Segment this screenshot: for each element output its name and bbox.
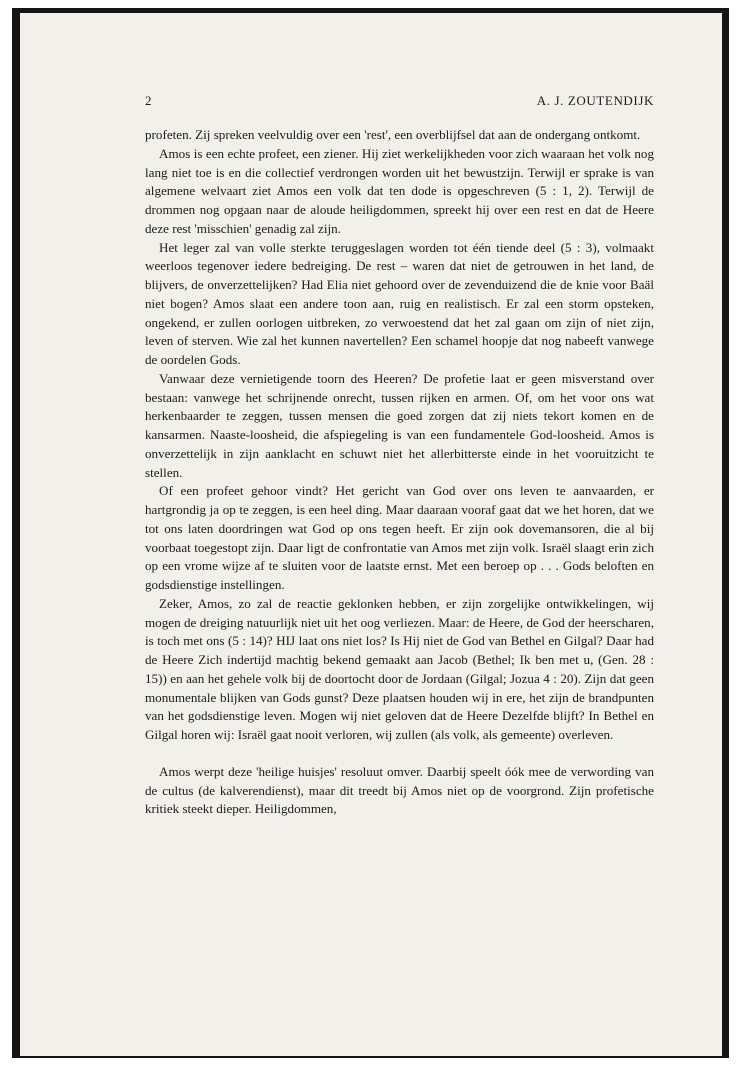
paragraph-continued: profeten. Zij spreken veelvuldig over een 'rest', een overblijfsel dat aan de ondergang ontkomt. — [145, 127, 641, 142]
paragraph: Amos is een echte profeet, een ziener. Hij ziet werkelijkheden voor zich waaraan het volk nog lang niet toe is en die collectief verdrongen worden uit het bewustzijn. Terwijl er sprake is van algemene welvaart ziet Amos een volk dat ten dode is opgeschreven (5 : 1, 2). Terwijl de drommen nog opgaan naar de aloude heiligdommen, spreekt hij over een rest en dat de Heere deze rest 'misschien' genadig zal zijn. — [145, 145, 654, 236]
page-header — [145, 93, 654, 113]
body-text — [145, 126, 654, 819]
paragraph: Of een profeet gehoor vindt? Het gericht van God over ons leven te aanvaarden, er hartgrondig ja op te zeggen, is een heel ding. Maar daaraan vooraf gaat dat we het horen, dat we tot ons laten doordringen wat God op ons tegen heeft. Er zijn ook dovemansoren, die al bij voorbaat toegestopt zijn. Daar ligt de confrontatie van Amos met zijn volk. Israël slaagt erin zich op een vrome wijze af te sluiten voor de laatste ernst. Met een beroep op . . . Gods beloften en godsdienstige instellingen. — [145, 483, 654, 592]
section-break — [145, 745, 654, 763]
running-head-author: A. J. ZOUTENDIJK — [536, 93, 654, 108]
paragraph: Vanwaar deze vernietigende toorn des Heeren? De profetie laat er geen misverstand over bestaan: vanwege het schrijnende onrecht, tussen rijken en armen. Of, om het voor ons wat herkenbaarder te zeggen, tussen mensen die goed zorgen dat zij niets tekort komen en de kansarmen. Naaste-loosheid, die afspiegeling is van een fundamentele God-loosheid. Amos is onverzettelijk in zijn aanklacht en schuwt niet het allerbitterste einde in het vooruitzicht te stellen. — [145, 370, 654, 480]
paragraph: Het leger zal van volle sterkte teruggeslagen worden tot één tiende deel (5 : 3), volmaakt weerloos tegenover iedere bedreiging. De rest – waren dat niet de getrouwen in het land, de blijvers, de onverzettelijken? Had Elia niet gehoord over de zevenduizend die de knie voor Baäl niet bogen? Amos slaat een andere toon aan, ruig en realistisch. Er zal een storm opsteken, ongekend, er zullen oorlogen uitbreken, zo verwoestend dat het zal gaan om zijn of niet zijn, leven of sterven. Wie zal het kunnen navertellen? Een schamel hoopje dat nog nabeeft vanwege de oordelen Gods. — [145, 239, 654, 367]
paragraph: Zeker, Amos, zo zal de reactie geklonken hebben, er zijn zorgelijke ontwikkelingen, wij mogen de dreiging natuurlijk niet uit het oog verliezen. Maar: de Heere, de God der heerscharen, is toch met ons (5 : 14)? HIJ laat ons niet los? Is Hij niet de God van Bethel en Gilgal? Daar had de Heere Zich indertijd machtig bekend gemaakt aan Jacob (Bethel; Ik ben met u, (Gen. 28 : 15)) en aan het gehele volk bij de doortocht door de Jordaan (Gilgal; Jozua 4 : 20). Zijn dat geen monumentale blijken van Gods gunst? Deze plaatsen houden wij in ere, het zijn de brandpunten van het godsdienstige leven. Mogen wij niet geloven dat de Heere Dezelfde blijft? In Bethel en Gilgal horen wij: Israël gaat nooit verloren, wij zullen (als volk, als gemeente) overleven. — [145, 595, 654, 742]
page-number: 2 — [145, 93, 152, 108]
paragraph: Amos werpt deze 'heilige huisjes' resoluut omver. Daarbij speelt óók mee de verwording van de cultus (de kalverendienst), maar dit treedt bij Amos niet op de voorgrond. Zijn profetische kritiek steekt dieper. Heiligdommen, — [145, 763, 654, 817]
